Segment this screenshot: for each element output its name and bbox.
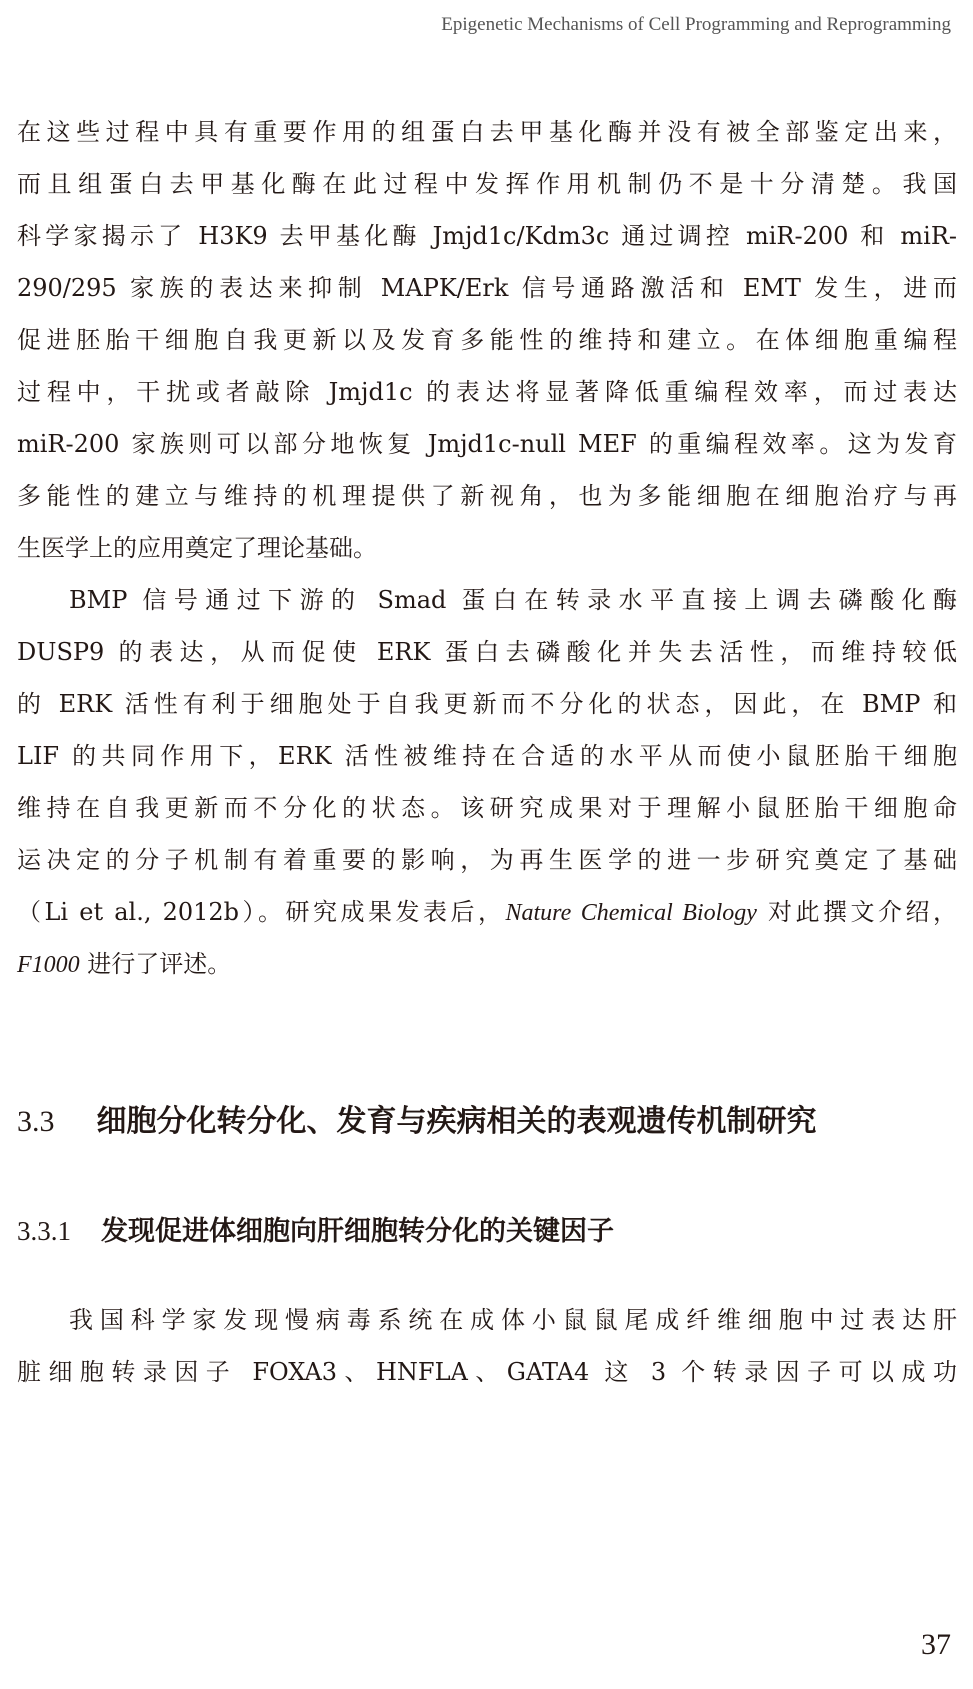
subsection-heading [17,1214,614,1249]
text-line: LIF 的共同作用下，ERK 活性被维持在合适的水平从而使小鼠胚胎干细胞 [17,742,957,770]
subsection-number: 3.3.1 [17,1216,71,1246]
text-fragment: 进行了评述。 [79,950,232,978]
journal-title: Nature Chemical Biology [505,900,757,926]
text-line: 而且组蛋白去甲基化酶在此过程中发挥作用机制仍不是十分清楚。我国 [17,170,957,198]
text-line: 过程中，干扰或者敲除 Jmjd1c 的表达将显著降低重编程效率，而过表达 [17,378,957,406]
text-fragment: 对此撰文介绍， [756,898,957,926]
section-heading [17,1103,817,1141]
text-line: DUSP9 的表达，从而促使 ERK 蛋白去磷酸化并失去活性，而维持较低 [17,638,957,666]
journal-title: F1000 [17,952,80,978]
text-line: 脏细胞转录因子 FOXA3、HNFLA、GATA4 这 3 个转录因子可以成功 [17,1358,957,1386]
text-line: 促进胚胎干细胞自我更新以及发育多能性的维持和建立。在体细胞重编程 [17,326,957,354]
text-line: miR-200 家族则可以部分地恢复 Jmjd1c-null MEF 的重编程效率。这为发育 [17,430,957,458]
subsection-title: 发现促进体细胞向肝细胞转分化的关键因子 [101,1216,614,1247]
citation-text: （Li et al., 2012b）。研究成果发表后， [17,898,506,926]
running-header: Epigenetic Mechanisms of Cell Programming and Reprogramming [441,14,951,35]
text-line: 运决定的分子机制有着重要的影响，为再生医学的进一步研究奠定了基础 [17,846,957,874]
text-line: BMP 信号通过下游的 Smad 蛋白在转录水平直接上调去磷酸化酶 [69,586,957,614]
text-line: 在这些过程中具有重要作用的组蛋白去甲基化酶并没有被全部鉴定出来， [17,118,957,146]
text-line: 多能性的建立与维持的机理提供了新视角，也为多能细胞在细胞治疗与再 [17,482,957,510]
text-line: 290/295 家族的表达来抑制 MAPK/Erk 信号通路激活和 EMT 发生，进而 [17,274,957,302]
section-number: 3.3 [17,1105,55,1138]
section-title: 细胞分化转分化、发育与疾病相关的表观遗传机制研究 [96,1104,817,1139]
text-line [17,897,957,927]
page-number: 37 [921,1628,951,1661]
text-line: 维持在自我更新而不分化的状态。该研究成果对于理解小鼠胚胎干细胞命 [17,794,957,822]
text-line: 的 ERK 活性有利于细胞处于自我更新而不分化的状态，因此，在 BMP 和 [17,690,957,718]
text-line: 我国科学家发现慢病毒系统在成体小鼠鼠尾成纤维细胞中过表达肝 [69,1306,957,1334]
text-line: 科学家揭示了 H3K9 去甲基化酶 Jmjd1c/Kdm3c 通过调控 miR-200 和 miR- [17,222,957,250]
text-line [17,949,957,979]
text-line: 生医学上的应用奠定了理论基础。 [17,534,377,562]
